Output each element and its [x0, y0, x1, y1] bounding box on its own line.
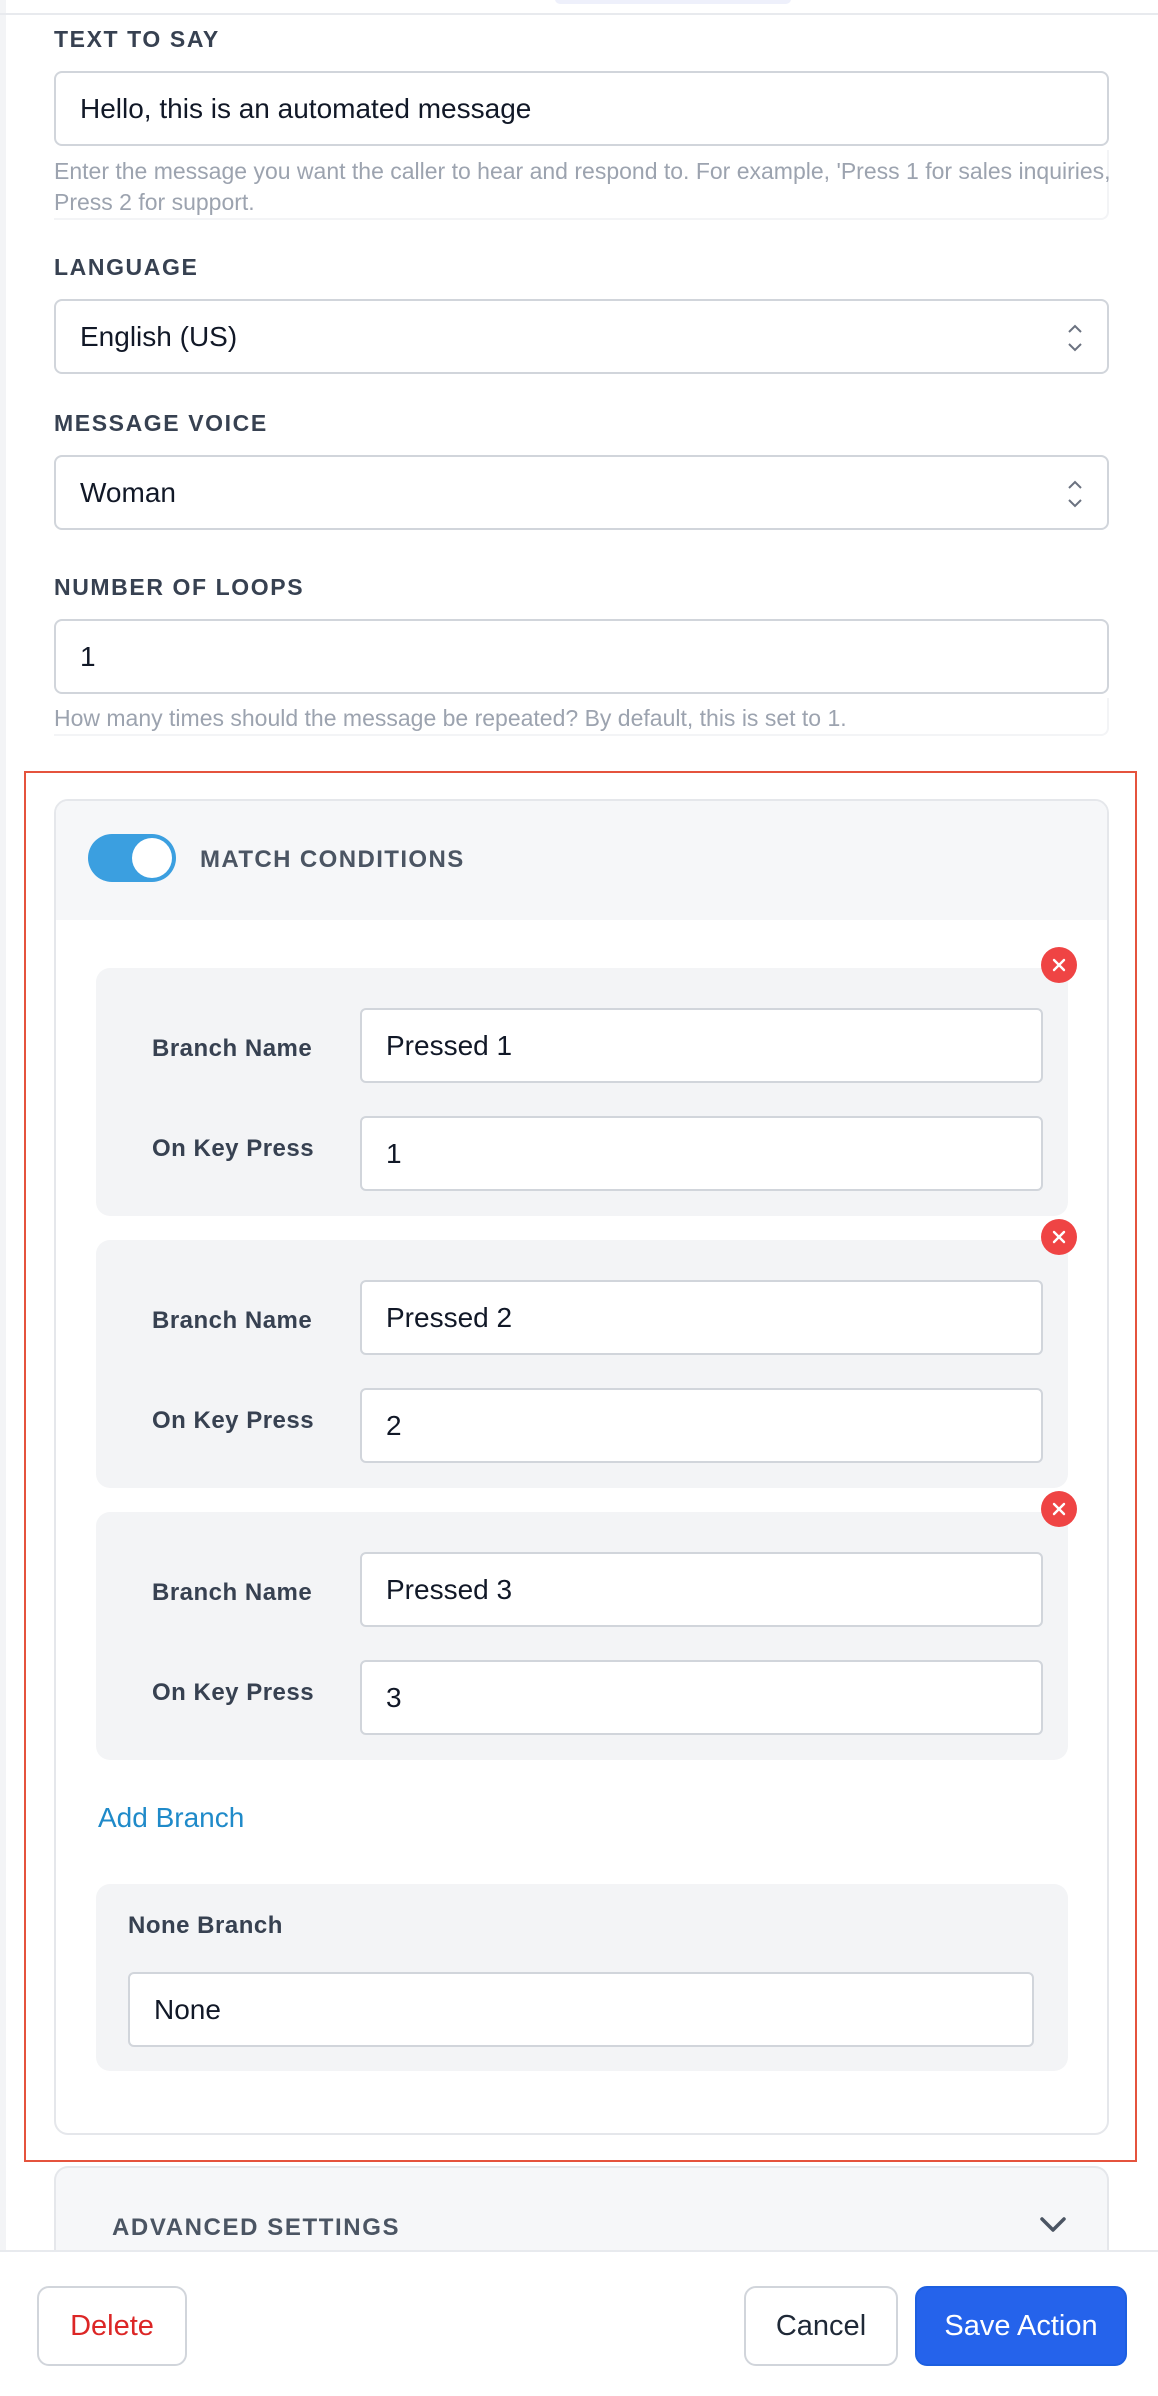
key-press-input[interactable]: 3 — [360, 1660, 1043, 1735]
none-branch-label: None Branch — [128, 1912, 283, 1939]
remove-branch-button[interactable] — [1041, 947, 1077, 983]
key-press-input[interactable]: 2 — [360, 1388, 1043, 1463]
chevron-down-icon — [1039, 2216, 1067, 2234]
advanced-settings-label: ADVANCED SETTINGS — [112, 2214, 401, 2241]
key-press-label: On Key Press — [152, 1407, 315, 1434]
key-press-input[interactable]: 1 — [360, 1116, 1043, 1191]
message-voice-select[interactable] — [54, 455, 1109, 530]
text-to-say-label: TEXT TO SAY — [54, 26, 220, 52]
message-voice-label: MESSAGE VOICE — [54, 410, 268, 436]
match-conditions-header — [56, 801, 1107, 920]
key-press-label: On Key Press — [152, 1135, 315, 1162]
select-arrows-icon — [1067, 477, 1083, 511]
top-divider — [0, 0, 1158, 15]
text-to-say-input[interactable]: Hello, this is an automated message — [54, 71, 1109, 146]
match-conditions-label: MATCH CONDITIONS — [200, 846, 465, 873]
number-of-loops-label: NUMBER OF LOOPS — [54, 574, 305, 600]
branch-card — [96, 1512, 1068, 1760]
toggle-knob — [132, 838, 172, 878]
number-of-loops-input[interactable]: 1 — [54, 619, 1109, 694]
match-conditions-card — [54, 799, 1109, 2135]
none-branch-input[interactable]: None — [128, 1972, 1034, 2047]
none-branch-card — [96, 1884, 1068, 2071]
cancel-button[interactable]: Cancel — [744, 2286, 898, 2366]
add-branch-link[interactable]: Add Branch — [98, 1802, 245, 1833]
remove-branch-button[interactable] — [1041, 1491, 1077, 1527]
language-value: English (US) — [80, 321, 238, 352]
branch-name-input[interactable]: Pressed 1 — [360, 1008, 1043, 1083]
branch-name-label: Branch Name — [152, 1035, 313, 1062]
advanced-settings-section[interactable] — [54, 2166, 1109, 2250]
message-voice-value: Woman — [80, 477, 176, 508]
branch-name-input[interactable]: Pressed 2 — [360, 1280, 1043, 1355]
remove-branch-button[interactable] — [1041, 1219, 1077, 1255]
match-conditions-toggle[interactable] — [88, 834, 176, 882]
branch-name-label: Branch Name — [152, 1579, 313, 1606]
language-select[interactable] — [54, 299, 1109, 374]
language-label: LANGUAGE — [54, 254, 199, 280]
left-edge — [0, 0, 6, 2396]
footer-bar — [0, 2250, 1158, 2396]
branch-card — [96, 1240, 1068, 1488]
text-to-say-help: Enter the message you want the caller to hear and respond to. For example, 'Press 1 for sales inquiries, Press 2 for support. — [54, 158, 1111, 215]
branch-name-input[interactable]: Pressed 3 — [360, 1552, 1043, 1627]
delete-button[interactable]: Delete — [37, 2286, 187, 2366]
close-icon — [1051, 957, 1067, 973]
key-press-label: On Key Press — [152, 1679, 315, 1706]
tab-indicator — [555, 0, 791, 4]
number-of-loops-help: How many times should the message be repeated? By default, this is set to 1. — [54, 705, 847, 731]
close-icon — [1051, 1501, 1067, 1517]
select-arrows-icon — [1067, 321, 1083, 355]
branch-name-label: Branch Name — [152, 1307, 313, 1334]
save-action-button[interactable]: Save Action — [915, 2286, 1127, 2366]
branch-card — [96, 968, 1068, 1216]
close-icon — [1051, 1229, 1067, 1245]
